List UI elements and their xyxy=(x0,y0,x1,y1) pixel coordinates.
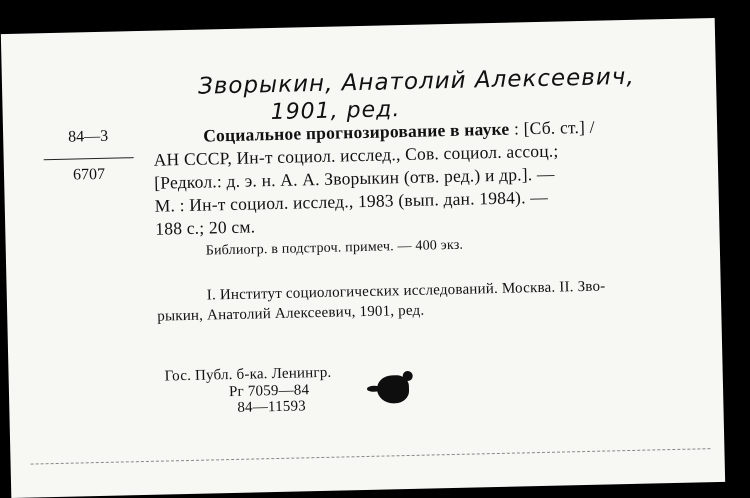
handwritten-year-role: 1901, ред. xyxy=(270,97,401,126)
ink-blot xyxy=(377,375,410,404)
title-suffix: : [Сб. ст.] / xyxy=(509,116,595,139)
tracing-line-1: I. Институт социологических исследований. Москва. II. Зво- xyxy=(206,278,606,304)
handwritten-author: Зворыкин, Анатолий Алексеевич, xyxy=(197,63,635,100)
shelfmark-bottom: 6707 xyxy=(72,165,106,184)
description-line-5: 188 с.; 20 см. xyxy=(155,216,256,239)
library-number: 84—11593 xyxy=(237,398,307,416)
library-code: Рг 7059—84 xyxy=(228,382,310,401)
description-line-3: [Редкол.: д. э. н. А. А. Зворыкин (отв. ред.) и др.]. — xyxy=(154,163,555,193)
tracing-line-2: рыкин, Анатолий Алексеевич, 1901, ред. xyxy=(157,302,425,325)
bottom-rule xyxy=(31,448,711,464)
description-line-2: АН СССР, Ин-т социол. исслед., Сов. социол. ассоц.; xyxy=(153,140,559,170)
description-line-4: М. : Ин-т социол. исслед., 1983 (вып. дан. 1984). — xyxy=(154,186,549,216)
library-name: Гос. Публ. б-ка. Ленингр. xyxy=(164,364,332,385)
bibliography-note: Библиогр. в подстроч. примеч. — 400 экз. xyxy=(205,237,464,259)
shelfmark-top: 84—3 xyxy=(67,127,109,146)
book-title: Социальное прогнозирование в науке xyxy=(202,118,510,146)
catalog-card xyxy=(1,18,725,498)
shelfmark-divider xyxy=(44,157,134,160)
